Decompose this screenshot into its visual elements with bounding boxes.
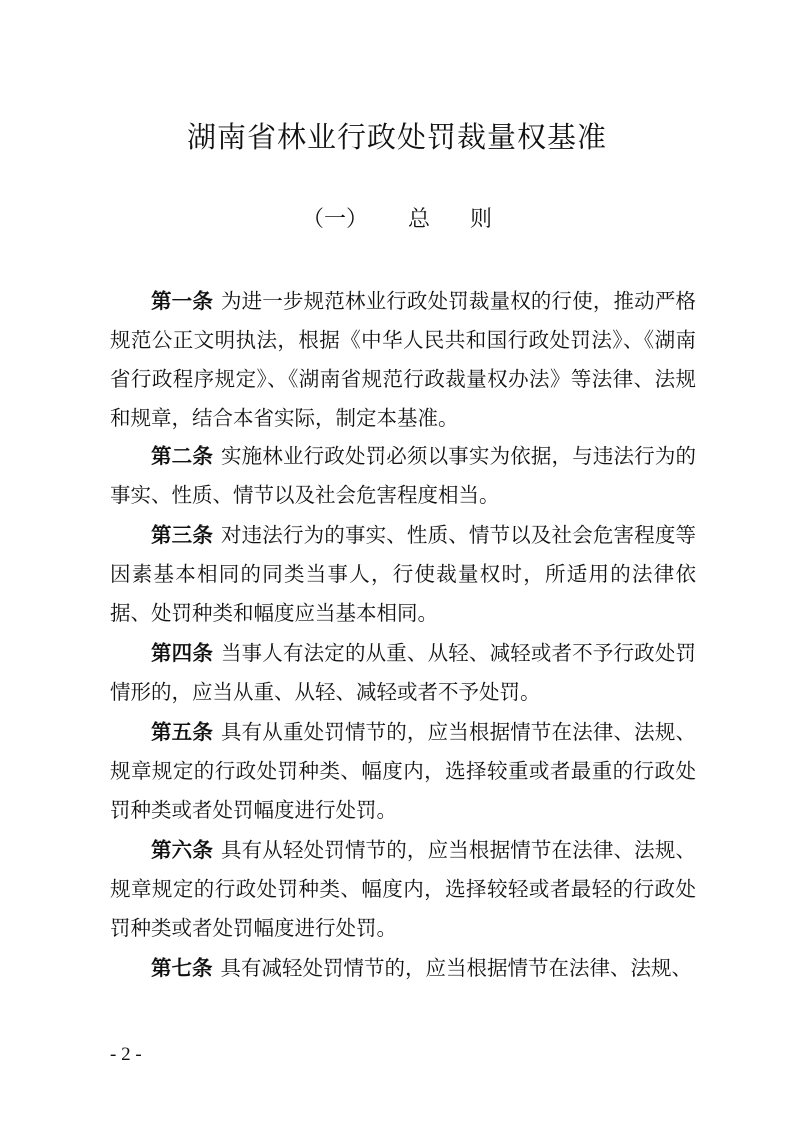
article-7 bbox=[110, 949, 696, 988]
section-word-1: 总 bbox=[407, 207, 430, 232]
article-label: 第五条 bbox=[151, 720, 213, 744]
article-text: 当事人有法定的从重、从轻、减轻或者不予行政处罚情形的，应当从重、从轻、减轻或者不予处罚。 bbox=[110, 641, 697, 704]
article-text: 具有减轻处罚情节的，应当根据情节在法律、法规、 bbox=[220, 956, 692, 980]
article-2 bbox=[110, 437, 696, 515]
article-label: 第一条 bbox=[151, 289, 213, 313]
section-number: （一） bbox=[301, 207, 368, 232]
document-title: 湖南省林业行政处罚裁量权基准 bbox=[186, 120, 607, 154]
article-3 bbox=[110, 516, 696, 633]
article-label: 第七条 bbox=[151, 956, 213, 980]
section-heading bbox=[0, 200, 794, 240]
article-6 bbox=[110, 831, 696, 948]
article-text: 对违法行为的事实、性质、情节以及社会危害程度等因素基本相同的同类当事人，行使裁量权时，所适用的法律依据、处罚种类和幅度应当基本相同。 bbox=[110, 523, 697, 625]
article-label: 第四条 bbox=[151, 641, 213, 665]
article-label: 第二条 bbox=[151, 444, 213, 468]
page-number: - 2 - bbox=[110, 1044, 142, 1065]
section-word-2: 则 bbox=[470, 207, 493, 232]
article-label: 第六条 bbox=[151, 838, 213, 862]
article-label: 第三条 bbox=[151, 523, 213, 547]
article-text: 为进一步规范林业行政处罚裁量权的行使，推动严格规范公正文明执法，根据《中华人民共和国行政处罚法》、《湖南省行政程序规定》、《湖南省规范行政裁量权办法》等法律、法规和规章，结合本省实际，制定本基准。 bbox=[110, 289, 697, 430]
article-text: 具有从重处罚情节的，应当根据情节在法律、法规、规章规定的行政处罚种类、幅度内，选择较重或者最重的行政处罚种类或者处罚幅度进行处罚。 bbox=[110, 720, 697, 822]
article-text: 具有从轻处罚情节的，应当根据情节在法律、法规、规章规定的行政处罚种类、幅度内，选择较轻或者最轻的行政处罚种类或者处罚幅度进行处罚。 bbox=[110, 838, 697, 940]
article-1 bbox=[110, 282, 696, 438]
article-text: 实施林业行政处罚必须以事实为依据，与违法行为的事实、性质、情节以及社会危害程度相当。 bbox=[110, 444, 697, 507]
article-4 bbox=[110, 634, 696, 712]
article-5 bbox=[110, 713, 696, 830]
